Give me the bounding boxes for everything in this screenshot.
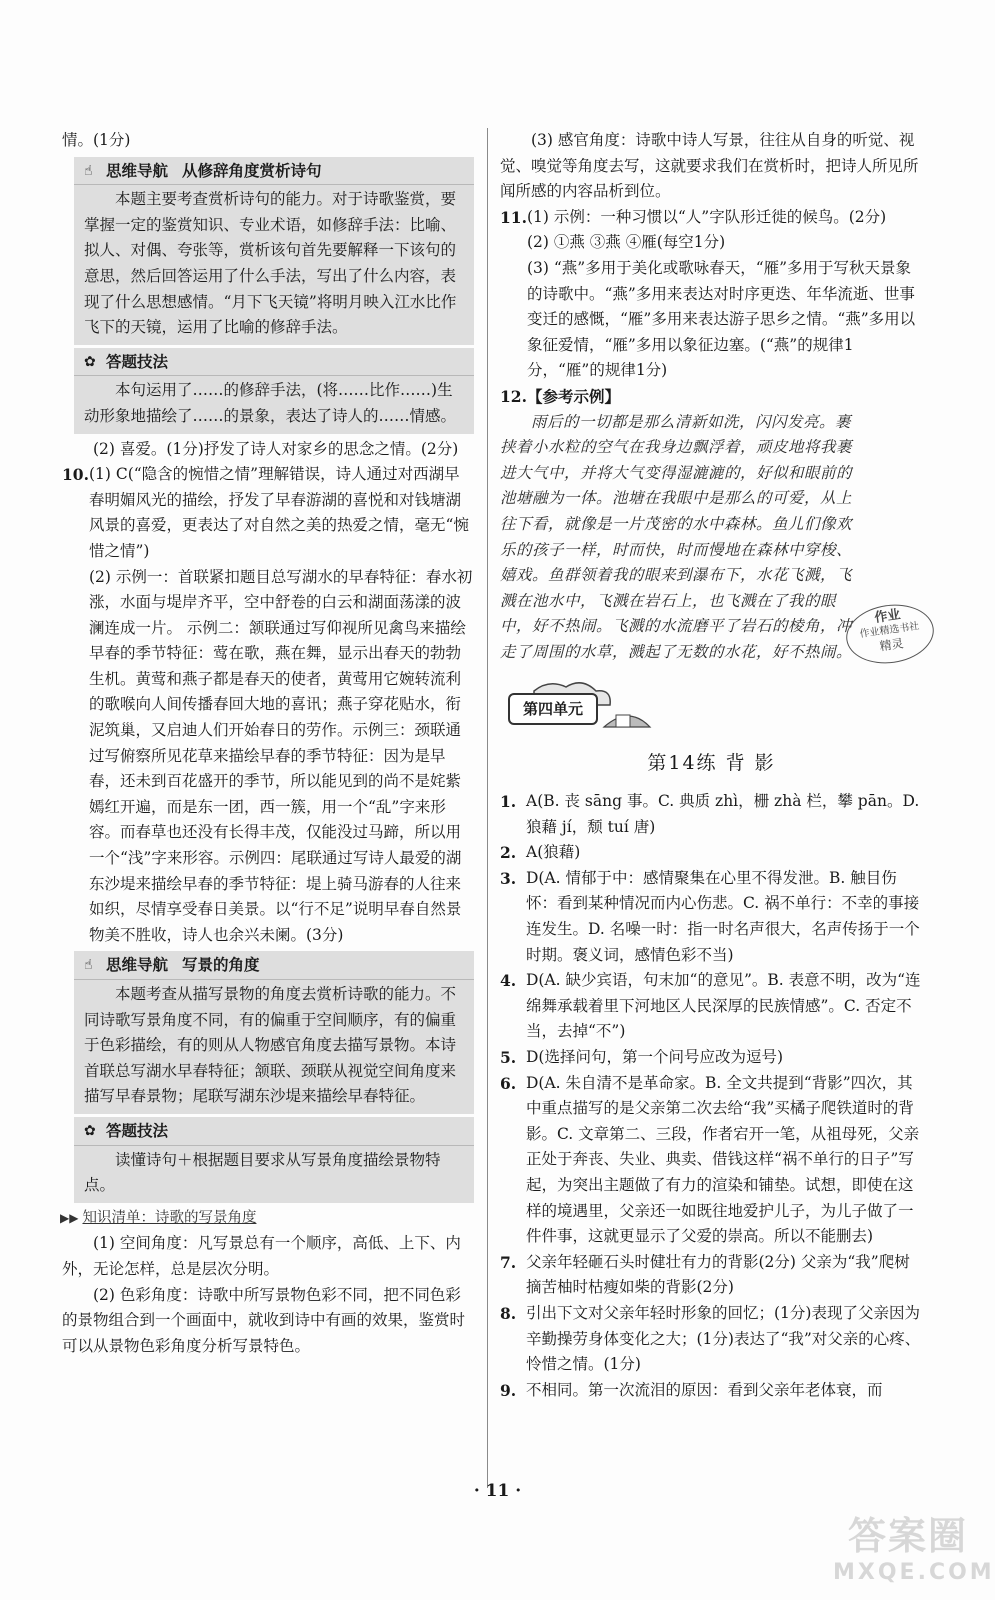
column-divider — [487, 128, 488, 1488]
answer-part: (3) “燕”多用于美化或歌咏春天，“雁”多用于写秋天景象的诗歌中。“燕”多用来表达对时序更迭、年华流逝、世事变迁的感慨，“雁”多用来表达游子思乡之情。“燕”多用以象征爱情，“雁”多用以象征边塞。(“燕”的规律1分，“雁”的规律1分) — [526, 258, 916, 380]
text-line: (3) 感官角度：诗歌中诗人写景，往往从自身的听觉、视觉、嗅觉等角度去写，这就要求我们在赏析时，把诗人所见所闻所感的内容品析到位。 — [500, 131, 919, 201]
unit-label: 第四单元 — [508, 693, 598, 725]
thumbs-up-icon: ☝ — [84, 162, 93, 179]
item-number: 2. — [500, 843, 517, 863]
box-header — [74, 350, 474, 377]
item-number: 8. — [500, 1303, 517, 1323]
answer-part: (1) C(“隐含的惋惜之情”理解错误，诗人通过对西湖早春明媚风光的描绘，抒发了早春游湖的喜悦和对钱塘湖风景的喜爱，更表达了对自然之美的热爱之情，毫无“惋惜之情”) — [88, 465, 469, 560]
question-number: 11. — [500, 207, 527, 227]
answer-technique-box — [74, 1117, 474, 1203]
item-text: D(A. 缺少宾语，句末加“的意见”。B. 表意不明，改为“连绵舞承载着里下河地区人民深厚的民族情感”。C. 否定不当，去掉“不”) — [526, 971, 921, 1041]
answer-part: (2) 示例一：首联紧扣题目总写湖水的早春特征：春水初涨，水面与堤岸齐平，空中舒卷的白云和湖面荡漾的波澜连成一片。 示例二：颔联通过写仰视所见禽鸟来描绘早春的季节特征：莺在歌，燕在舞，显示出春天的勃勃生机。黄莺和燕子都是春天的使者，黄莺用它婉转流利的歌喉向人间传播春回大地的喜讯；燕子穿花贴水，衔泥筑巢，又启迪人们开始春日的劳作。示例三：颈联通过写俯察所见花草来描绘早春的季节特征：因为是早春，还未到百花盛开的季节，所以能见到的尚不是姹紫嫣红开遍，而是东一团，西一簇，用一个“乱”字来形容。而春草也还没有长得丰茂，仅能没过马蹄，所以用一个“浅”字来形容。示例四：尾联通过写诗人最爱的湖东沙堤来描绘早春的季节特征：堤上骑马游春的人往来如织，尽情享受春日美景。以“行不足”说明早春自然景物美不胜收，诗人也余兴未阑。(3分) — [88, 567, 473, 944]
list-item — [500, 1378, 923, 1404]
box-subtitle: 从修辞角度赏析诗句 — [182, 161, 322, 180]
item-number: 7. — [500, 1252, 517, 1272]
text-line: (2) 色彩角度：诗歌中所写景物色彩不同，把不同色彩的景物组合到一个画面中，就收到诗中有画的效果，鉴赏时可以从景物色彩角度分析写景特色。 — [62, 1285, 466, 1355]
item-number: 9. — [500, 1380, 517, 1400]
item-number: 3. — [500, 868, 517, 888]
item-text: 父亲年轻砸石头时健壮有力的背影(2分) 父亲为“我”爬树摘苦柚时枯瘦如柴的背影(2分) — [526, 1252, 910, 1297]
item-text: A(狼藉) — [526, 843, 581, 862]
question-11 — [500, 205, 923, 384]
stamp-text: 作业精选书社 — [859, 620, 920, 641]
box-header — [74, 953, 474, 980]
list-item — [500, 968, 923, 1045]
question-10 — [62, 462, 474, 948]
stamp-text: 精灵 — [878, 636, 905, 654]
box-header — [74, 1119, 474, 1146]
right-column — [500, 128, 923, 1403]
box-title: 答题技法 — [106, 352, 169, 371]
watermark-text: MXQE.COM — [833, 1560, 995, 1585]
list-item — [500, 1301, 923, 1378]
box-subtitle: 写景的角度 — [182, 956, 260, 975]
left-column — [62, 128, 474, 1359]
item-text: D(选择问句，第一个问号应改为逗号) — [526, 1048, 784, 1066]
box-title: 答题技法 — [106, 1121, 169, 1140]
item-number: 1. — [500, 792, 517, 812]
text-line: 情。(1分) — [62, 131, 131, 149]
question-12 — [500, 384, 923, 410]
thinking-guide-box — [74, 157, 474, 345]
stamp-text: 作业 — [873, 607, 902, 626]
answer-list — [500, 789, 923, 1403]
unit-banner — [504, 677, 923, 737]
box-body: 本题主要考查赏析诗句的能力。对于诗歌鉴赏，要掌握一定的鉴赏知识、专业术语，如修辞手法：比喻、拟人、对偶、夸张等，赏析该句首先要解释一下该句的意思，然后回答运用了什么手法，写出了什么内容，表现了什么思想感情。“月下飞天镜”将明月映入江水比作飞下的天镜，运用了比喻的修辞手法。 — [84, 190, 457, 337]
item-text: D(A. 朱自清不是革命家。B. 全文共提到“背影”四次，其中重点描写的是父亲第二次去给“我”买橘子爬铁道时的背影。C. 文章第二、三段，作者宕开一笔，从祖母死，父亲正处于奔丧、失业、典卖、借钱这样“祸不单行的日子”写起，为突出主题做了有力的渲染和铺垫。试想，即使在这样的境遇里，父亲还一如既往地爱护儿子，为儿子做了一件件事，这就更显示了父爱的崇高。所以不能删去) — [526, 1073, 920, 1246]
handwritten-text: 雨后的一切都是那么清新如洗，闪闪发亮。裹挟着小水粒的空气在我身边飘浮着，顽皮地将我裹进大气中，并将大气变得湿漉漉的，好似和眼前的池塘融为一体。池塘在我眼中是那么的可爱，从上往下看，就像是一片茂密的水中森林。鱼儿们像欢乐的孩子一样，时而快，时而慢地在森林中穿梭、嬉戏。鱼群领着我的眼来到瀑布下，水花飞溅，飞溅在池水中，飞溅在岩石上，也飞溅在了我的眼中，好不热闹。飞溅的水流磨平了岩石的棱角，冲走了周围的水草，溅起了无数的水花，好不热闹。 — [500, 412, 853, 661]
item-text: 引出下文对父亲年轻时形象的回忆；(1分)表现了父亲因为辛勤操劳身体变化之大；(1分)表达了“我”对父亲的心疼、怜惜之情。(1分) — [526, 1303, 921, 1374]
item-number: 6. — [500, 1073, 517, 1093]
item-number: 4. — [500, 971, 517, 991]
gear-icon: ✿ — [84, 353, 96, 370]
text-line: (2) 喜爱。(1分)抒发了诗人对家乡的思念之情。(2分) — [93, 439, 459, 458]
gear-icon: ✿ — [84, 1122, 96, 1139]
watermark-logo — [833, 1505, 995, 1585]
thumbs-up-icon: ☝ — [84, 957, 93, 974]
box-body: 本题考查从描写景物的角度去赏析诗歌的能力。不同诗歌写景角度不同，有的偏重于空间顺序，有的偏重于色彩描绘，有的则从人物感官角度去描写景物。本诗首联总写湖水早春特征；颔联、颈联从视觉空间角度来描写早春景物；尾联写湖东沙堤来描绘早春特征。 — [84, 985, 457, 1106]
answer-part: (1) 示例：一种习惯以“人”字队形迁徙的候鸟。(2分) — [526, 207, 887, 226]
question-number: 12. — [500, 386, 527, 406]
box-body: 读懂诗句＋根据题目要求从写景角度描绘景物特点。 — [84, 1150, 441, 1195]
thinking-guide-box — [74, 951, 474, 1114]
list-item — [500, 1250, 923, 1301]
watermark-text: 答案圈 — [847, 1514, 968, 1558]
answer-heading: 【参考示例】 — [526, 386, 620, 406]
box-header — [74, 159, 474, 186]
list-item — [500, 866, 923, 968]
question-number: 10. — [62, 465, 89, 485]
item-text: D(A. 情郁于中：感情聚集在心里不得发泄。B. 触目伤怀：看到某种情况而内心伤悲。C. 祸不单行：不幸的事接连发生。D. 名噪一时：指一时名声很大，名声传扬于一个时期。褒义词，感情色彩不当) — [526, 868, 920, 964]
item-text: 不相同。第一次流泪的原因：看到父亲年老体衰，而 — [526, 1380, 883, 1399]
double-arrow-icon: ▶▶ — [60, 1210, 79, 1225]
lesson-title: 第14练 背 影 — [647, 752, 776, 775]
box-title: 思维导航 — [106, 161, 169, 180]
list-item — [500, 1045, 923, 1071]
item-text: A(B. 丧 sāng 事。C. 典质 zhì，栅 zhà 栏，攀 pān。D. 狼藉 jí，颓 tuí 唐) — [526, 792, 920, 836]
answer-part: (2) ①燕 ③燕 ④雁(每空1分) — [526, 233, 726, 252]
knowledge-list-heading — [60, 1206, 474, 1232]
box-body: 本句运用了……的修辞手法，(将……比作……)生动形象地描绘了……的景象，表达了诗人的……情感。 — [84, 381, 457, 425]
list-item — [500, 1071, 923, 1250]
answer-technique-box — [74, 348, 474, 434]
item-number: 5. — [500, 1048, 517, 1067]
knowledge-list-label: 知识清单：诗歌的写景角度 — [82, 1209, 257, 1226]
box-title: 思维导航 — [106, 956, 169, 975]
page-number: · 11 · — [473, 1481, 522, 1501]
list-item — [500, 840, 923, 866]
list-item — [500, 789, 923, 840]
text-line: (1) 空间角度：凡写景总有一个顺序，高低、上下、内外，无论怎样，总是层次分明。 — [62, 1234, 461, 1278]
